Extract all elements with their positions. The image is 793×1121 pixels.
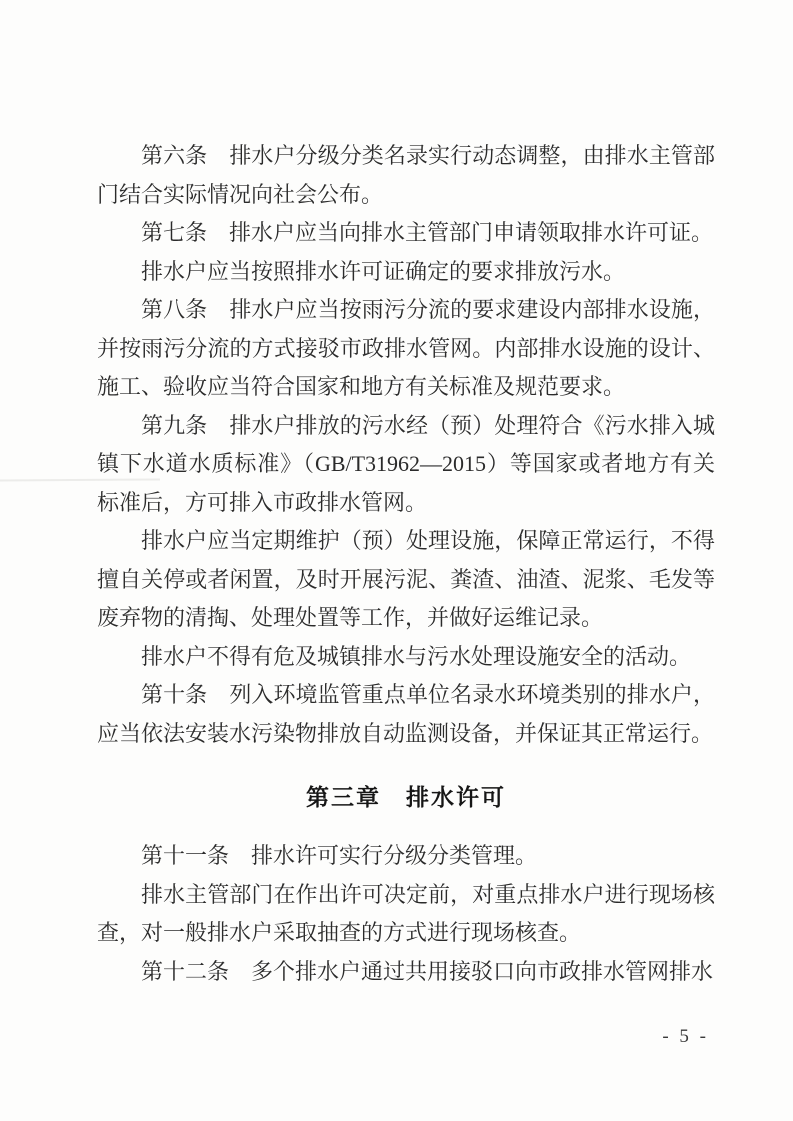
paragraph-article-9-cont-1: 排水户应当定期维护（预）处理设施，保障正常运行，不得擅自关停或者闲置，及时开展污泥、粪渣、油渣、泥浆、毛发等废弃物的清掏、处理处置等工作，并做好运维记录。	[97, 528, 715, 630]
paragraph-article-9: 第九条 排水户排放的污水经（预）处理符合《污水排入城镇下水道水质标准》（GB/T31962—2015）等国家或者地方有关标准后，方可排入市政排水管网。	[97, 412, 715, 515]
paragraph-article-7: 第七条 排水户应当向排水主管部门申请领取排水许可证。	[141, 220, 714, 245]
paragraph-article-12: 第十二条 多个排水户通过共用接驳口向市政排水管网排水	[141, 958, 714, 984]
paragraph-article-11-cont: 排水主管部门在作出许可决定前，对重点排水户进行现场核查，对一般排水户采取抽查的方式进行现场核查。	[97, 881, 715, 945]
chapter-heading: 第三章 排水许可	[306, 785, 506, 811]
page-number: - 5 -	[662, 1026, 709, 1047]
document-body	[97, 137, 715, 991]
paragraph-article-6: 第六条 排水户分级分类名录实行动态调整，由排水主管部门结合实际情况向社会公布。	[97, 143, 715, 207]
paragraph-article-11: 第十一条 排水许可实行分级分类管理。	[141, 843, 538, 868]
paragraph-article-8: 第八条 排水户应当按雨污分流的要求建设内部排水设施，并按雨污分流的方式接驳市政排水管网。内部排水设施的设计、施工、验收应当符合国家和地方有关标准及规范要求。	[97, 297, 715, 399]
paragraph-article-7-cont: 排水户应当按照排水许可证确定的要求排放污水。	[141, 258, 626, 284]
paragraph-article-10: 第十条 列入环境监管重点单位名录水环境类别的排水户，应当依法安装水污染物排放自动监测设备，并保证其正常运行。	[97, 682, 715, 746]
paragraph-article-9-cont-2: 排水户不得有危及城镇排水与污水处理设施安全的活动。	[141, 643, 692, 669]
